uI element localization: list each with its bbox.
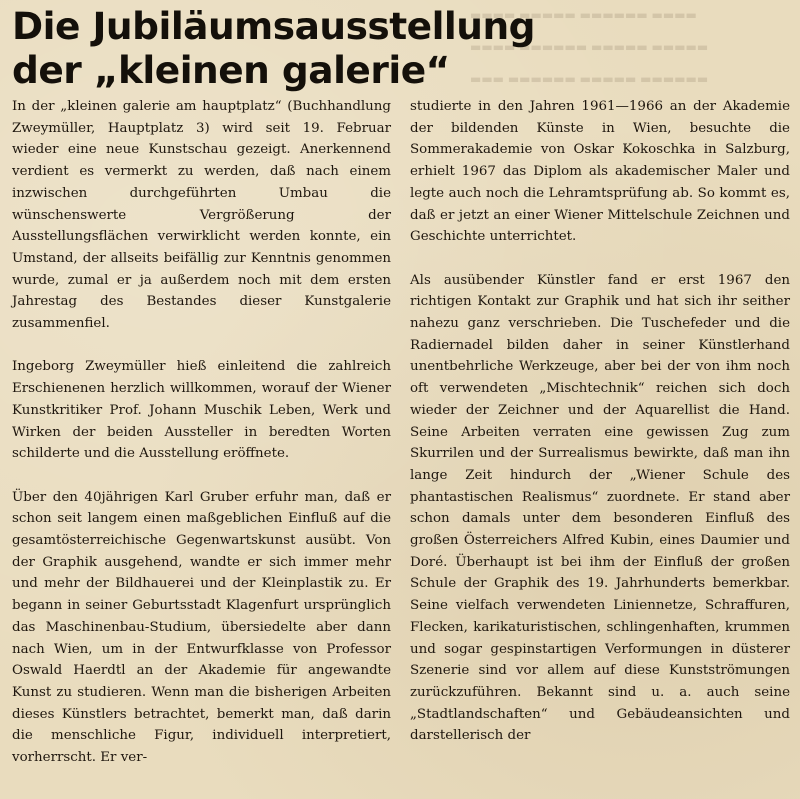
paragraph: Ingeborg Zweymüller hieß einleitend die zahlreich Erschienenen herzlich willkommen, worauf der Wiener Kunstkritiker Prof. Johann Muschik Leben, Werk und Wirken der beiden Aussteller in beredten Worten schilderte und die Ausstellung eröffnete. bbox=[12, 359, 391, 462]
bleed-through: ▬▬▬▬ ▬▬▬▬▬ ▬▬▬▬▬▬ ▬▬▬▬ bbox=[470, 8, 697, 22]
headline-line-1: Die Jubiläumsausstellung bbox=[12, 4, 536, 48]
paragraph: Als ausübender Künstler fand er erst 1967 den richtigen Kontakt zur Graphik und hat sich ihr seither nahezu ganz verschrieben. Die Tuschefeder und die Radiernadel bilden daher in seiner Künstlerhand unentbehrliche Werkzeuge, aber bei der von ihm noch oft verwendeten „Mischtechnik“ reichen sich doch wieder der Zeichner und der Aquarellist die Hand. Seine Arbeiten verraten eine gewissen Zug zum Skurrilen und der Surrealismus bewirkte, daß man ihn lange Zeit hindurch der „Wiener Schule des phantastischen Realismus“ zuordnete. Er stand aber schon damals unter dem besonderen Einfluß des großen Österreichers Alfred Kubin, eines Daumier und Doré. Überhaupt ist bei ihm der Einfluß der großen Schule der Graphik des 19. Jahrhunderts bemerkbar. Seine vielfach verwendeten Liniennetze, Schraffuren, Flecken, karikaturistischen, schlingenhaften, krummen und sogar gespinstartigen Verformungen in düsterer Szenerie sind vor allem auf diese Kunstströmungen zurückzuführen. Bekannt sind u. a. auch seine „Stadtlandschaften“ und Gebäudeansichten und darstellerisch der bbox=[410, 272, 790, 744]
paragraph: studierte in den Jahren 1961—1966 an der Akademie der bildenden Künste in Wien, besuchte die Sommerakademie von Oskar Kokoschka in Salzburg, erhielt 1967 das Diplom als akademischer Maler und legte auch noch die Lehramtsprüfung ab. So kommt es, daß er jetzt an einer Wiener Mittelschule Zeichnen und Geschichte unterrichtet. bbox=[410, 99, 790, 245]
bleed-through: ▬▬▬▬ ▬▬▬▬▬▬ ▬▬▬▬▬ ▬▬▬▬▬ bbox=[470, 40, 709, 54]
paragraph: Über den 40jährigen Karl Gruber erfuhr man, daß er schon seit langem einen maßgeblichen Einfluß auf die gesamtösterreichische Gegenwartskunst ausübt. Von der Graphik ausgehend, wandte er sich immer mehr und mehr der Bildhauerei und der Kleinplastik zu. Er begann in seiner Geburtsstadt Klagenfurt ursprünglich das Maschinenbau-Studium, übersiedelte aber dann nach Wien, um in der Entwurfklasse von Professor Oswald Haerdtl an der Akademie für angewandte Kunst zu studieren. Wenn man die bisherigen Arbeiten dieses Künstlers betrachtet, bemerkt man, daß darin die menschliche Figur, individuell interpretiert, vorherrscht. Er ver- bbox=[12, 489, 391, 766]
bleed-through: ▬▬▬ ▬▬▬▬▬▬ ▬▬▬▬▬ ▬▬▬▬▬▬ bbox=[470, 72, 709, 86]
article-headline bbox=[12, 4, 536, 92]
right-column bbox=[410, 96, 790, 747]
paragraph: In der „kleinen galerie am hauptplatz“ (Buchhandlung Zweymüller, Hauptplatz 3) wird seit 19. Februar wieder eine neue Kunstschau gezeigt. Anerkennend verdient es vermerkt zu werden, daß nach einem inzwischen durchgeführten Umbau die wünschenswerte Vergrößerung der Ausstellungsflächen verwirklicht werden konnte, ein Umstand, der allseits beifällig zur Kenntnis genommen wurde, zumal er ja außerdem noch mit dem ersten Jahrestag des Bestandes dieser Kunstgalerie zusammenfiel. bbox=[12, 99, 391, 332]
headline-line-2: der „kleinen galerie“ bbox=[12, 48, 450, 92]
left-column bbox=[12, 96, 391, 769]
